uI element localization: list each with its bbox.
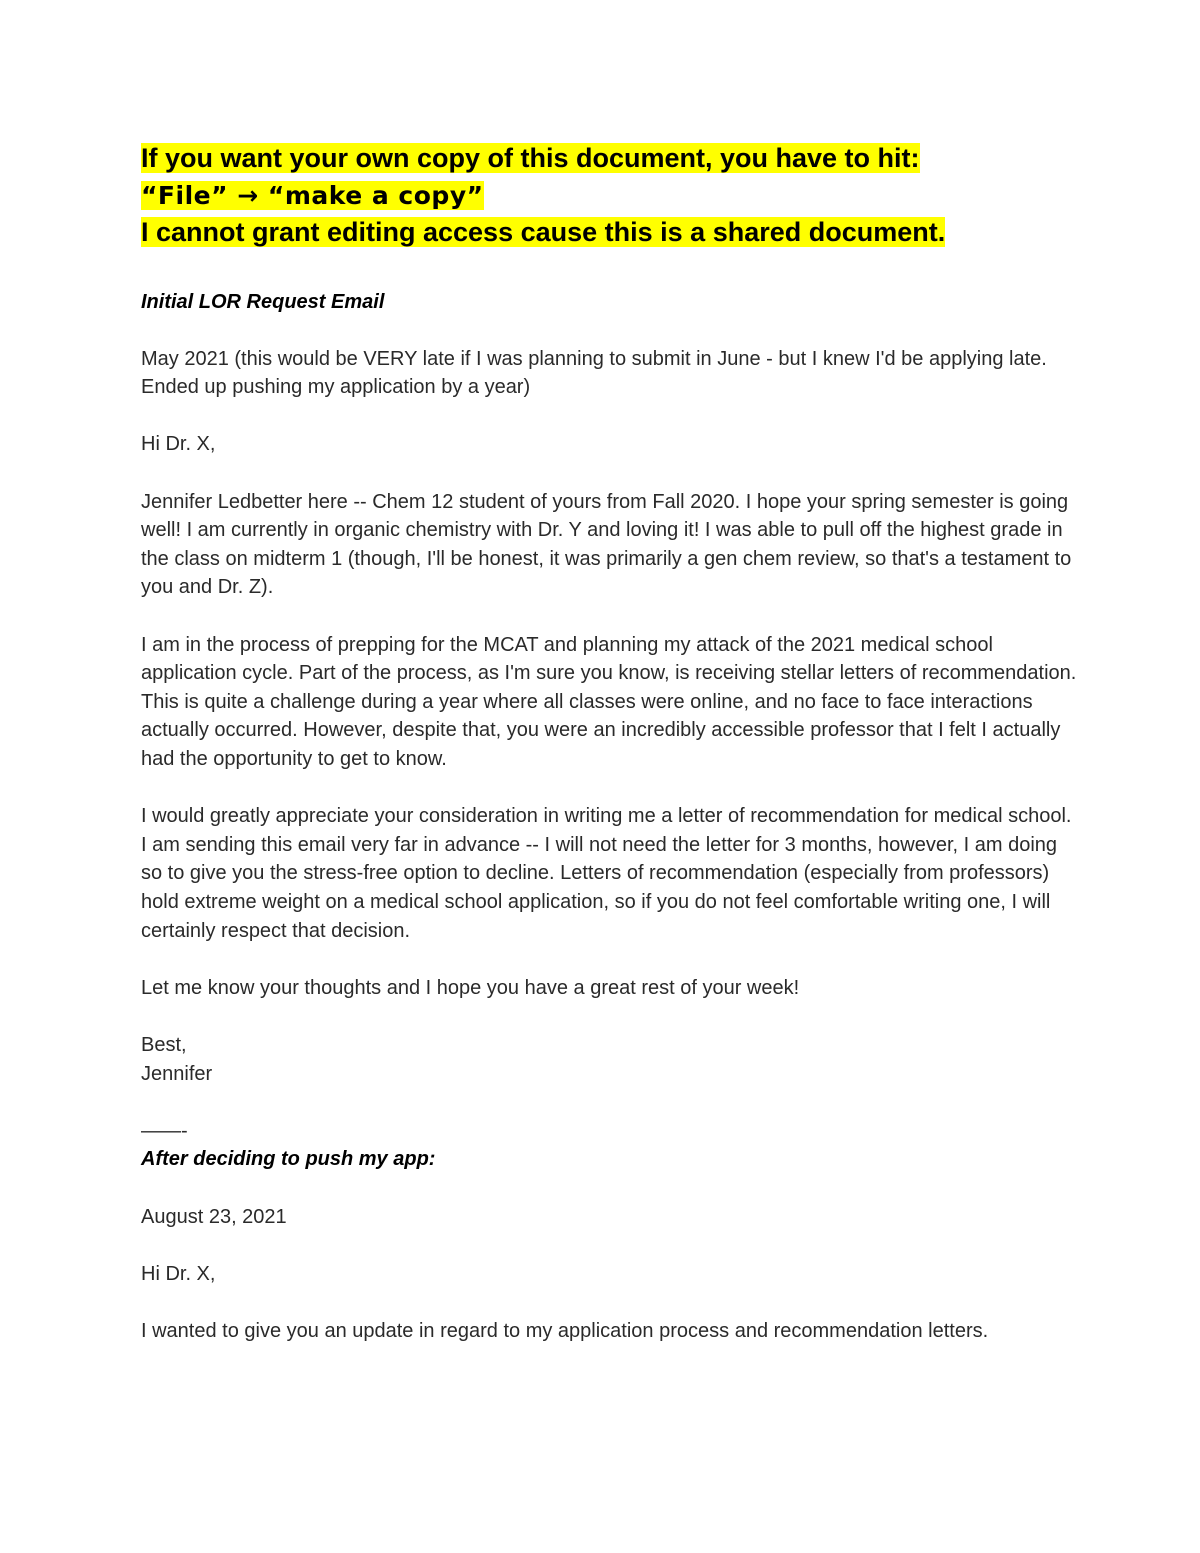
body-paragraph-1: Jennifer Ledbetter here -- Chem 12 student of yours from Fall 2020. I hope your spring semester is going well! I am currently in organic chemistry with Dr. Y and loving it! I was able to pull off the highest grade in the class on midterm 1 (though, I'll be honest, it was primarily a gen chem review, so that's a testament to you and Dr. Z). (141, 490, 1072, 599)
section-heading-after-push: After deciding to push my app: (141, 1148, 436, 1171)
banner-line-3: I cannot grant editing access cause this is a shared document. (141, 217, 946, 247)
body-paragraph-4: Let me know your thoughts and I hope you have a great rest of your week! (141, 976, 800, 999)
update-greeting: Hi Dr. X, (141, 1262, 216, 1285)
body-paragraph-3: I would greatly appreciate your consideration in writing me a letter of recommendation for medical school. I am sending this email very far in advance -- I will not need the letter for 3 months, however, I am doing so to give you the stress-free option to decline. Letters of recommendation (especially from professors) hold extreme weight on a medical school application, so if you do not feel comfortable writing one, I will certainly respect that decision. (141, 805, 1072, 942)
section-divider: ——- (141, 1119, 188, 1142)
signature: Jennifer (141, 1062, 213, 1085)
banner-line-2: “File” → “make a copy” (141, 180, 484, 210)
body-paragraph-2: I am in the process of prepping for the MCAT and planning my attack of the 2021 medical school application cycle. Part of the process, as I'm sure you know, is receiving stellar letters of recommendation. This is quite a challenge during a year where all classes were online, and no face to face interactions actually occurred. However, despite that, you were an incredibly accessible professor that I felt I actually had the opportunity to get to know. (141, 633, 1077, 770)
document-page (141, 140, 1081, 1345)
signoff: Best, (141, 1033, 187, 1056)
copy-instructions-banner (141, 140, 1081, 251)
greeting: Hi Dr. X, (141, 433, 216, 456)
banner-line-1: If you want your own copy of this document, you have to hit: (141, 143, 920, 173)
section-heading-initial-request: Initial LOR Request Email (141, 290, 385, 313)
update-paragraph: I wanted to give you an update in regard to my application process and recommendation letters. (141, 1319, 989, 1342)
date-note: May 2021 (this would be VERY late if I was planning to submit in June - but I knew I'd be applying late. Ended up pushing my application by a year) (141, 347, 1047, 399)
update-date: August 23, 2021 (141, 1205, 287, 1228)
